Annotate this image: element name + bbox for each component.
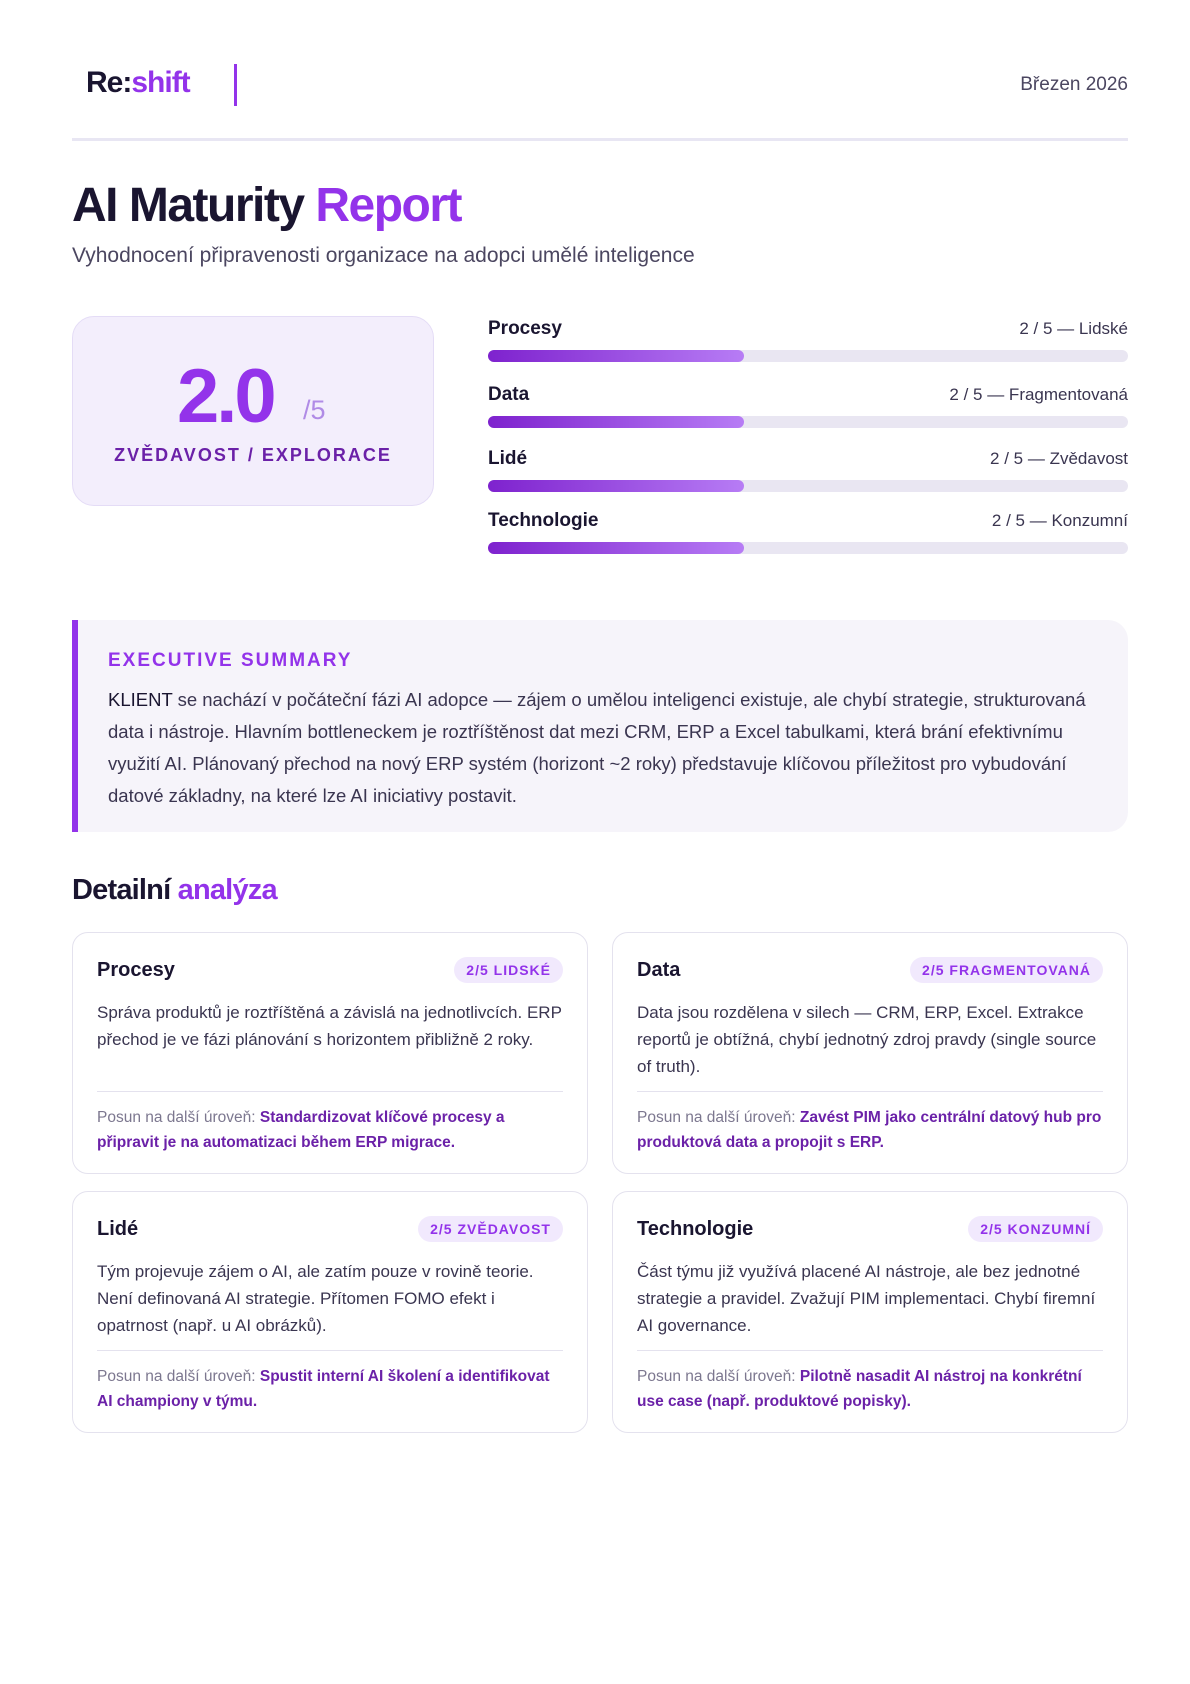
page-subtitle: Vyhodnocení připravenosti organizace na adopci umělé inteligence: [72, 244, 695, 267]
dimension-bar-fill: [488, 480, 744, 492]
overall-score-max: /5: [303, 395, 326, 425]
section-title-main: Detailní: [72, 874, 171, 906]
section-title-accent: analýza: [177, 874, 277, 906]
dimension-bar-track: [488, 350, 1128, 362]
card-divider: [97, 1350, 563, 1351]
logo-divider: [234, 64, 237, 106]
score-badge: 2/5 LIDSKÉ: [454, 957, 563, 983]
dimension-bar-track: [488, 542, 1128, 554]
analysis-card-lide: [72, 1191, 588, 1433]
dimension-row: [488, 510, 1128, 560]
dimension-bar-track: [488, 480, 1128, 492]
analysis-card-procesy: [72, 932, 588, 1174]
logo-main: Re:: [86, 66, 132, 99]
card-description: Data jsou rozdělena v silech — CRM, ERP, Excel. Extrakce reportů je obtížná, chybí jednotný zdroj pravdy (single source of truth).: [637, 1003, 1097, 1076]
next-step-action: Zavést PIM jako centrální datový hub pro produktová data a propojit s ERP.: [637, 1109, 1102, 1151]
dimension-value: 2 / 5 — Fragmentovaná: [949, 385, 1128, 404]
analysis-card-technologie: [612, 1191, 1128, 1433]
title-accent: Report: [315, 179, 462, 232]
summary-heading: EXECUTIVE SUMMARY: [108, 650, 353, 671]
card-title: Data: [637, 959, 681, 981]
dimension-value: 2 / 5 — Konzumní: [991, 511, 1128, 530]
report-header: [72, 60, 1128, 114]
next-step-label: Posun na další úroveň:: [637, 1109, 800, 1126]
card-title: Procesy: [97, 959, 175, 981]
next-step: [97, 1105, 563, 1155]
dimension-bars: [488, 318, 1128, 560]
next-step: [637, 1105, 1103, 1155]
dimension-bar-fill: [488, 350, 744, 362]
next-step: [97, 1364, 563, 1414]
logo-accent: shift: [131, 66, 190, 99]
next-step-action: Standardizovat klíčové procesy a připravit je na automatizaci během ERP migrace.: [97, 1109, 505, 1151]
analysis-card-data: [612, 932, 1128, 1174]
dimension-value: 2 / 5 — Lidské: [1019, 319, 1128, 338]
dimension-row: [488, 448, 1128, 510]
next-step-action: Spustit interní AI školení a identifikovat AI championy v týmu.: [97, 1368, 550, 1410]
score-badge: 2/5 FRAGMENTOVANÁ: [910, 957, 1103, 983]
dimension-bar-track: [488, 416, 1128, 428]
summary-text: [108, 684, 1088, 812]
dimension-value: 2 / 5 — Zvědavost: [990, 449, 1128, 468]
dimension-name: Data: [488, 384, 530, 405]
overall-score-label: ZVĚDAVOST / EXPLORACE: [114, 445, 392, 465]
card-title: Technologie: [637, 1218, 754, 1240]
next-step-label: Posun na další úroveň:: [97, 1368, 260, 1385]
brand-logo: [86, 66, 190, 100]
dimension-row: [488, 318, 1128, 384]
card-title: Lidé: [97, 1218, 139, 1240]
card-description: Správa produktů je roztříštěná a závislá na jednotlivcích. ERP přechod je ve fázi plánování s horizontem přibližně 2 roky.: [97, 1003, 562, 1049]
dimension-name: Lidé: [488, 448, 528, 469]
dimension-name: Technologie: [488, 510, 599, 531]
card-divider: [637, 1091, 1103, 1092]
card-description: Část týmu již využívá placené AI nástroje, ale bez jednotné strategie a pravidel. Zvažují PIM implementaci. Chybí firemní AI governance.: [637, 1262, 1096, 1335]
overall-score-value: 2.0: [177, 354, 274, 439]
report-date: Březen 2026: [1020, 74, 1128, 95]
executive-summary: [72, 620, 1128, 832]
page-title: [72, 178, 461, 233]
score-badge: 2/5 KONZUMNÍ: [968, 1216, 1103, 1242]
overall-score-card: [72, 316, 434, 506]
next-step-label: Posun na další úroveň:: [97, 1109, 260, 1126]
next-step: [637, 1364, 1103, 1414]
card-description: Tým projevuje zájem o AI, ale zatím pouze v rovině teorie. Není definovaná AI strategie. Přítomen FOMO efekt i opatrnost (např. u AI obrázků).: [97, 1262, 534, 1335]
next-step-action: Pilotně nasadit AI nástroj na konkrétní use case (např. produktové popisky).: [637, 1368, 1082, 1410]
dimension-bar-fill: [488, 416, 744, 428]
dimension-name: Procesy: [488, 318, 562, 339]
dimension-row: [488, 384, 1128, 448]
summary-client: KLIENT: [108, 689, 173, 710]
title-main: AI Maturity: [72, 179, 304, 232]
header-divider: [72, 138, 1128, 141]
dimension-bar-fill: [488, 542, 744, 554]
card-divider: [637, 1350, 1103, 1351]
section-title: [72, 874, 277, 907]
card-divider: [97, 1091, 563, 1092]
next-step-label: Posun na další úroveň:: [637, 1368, 800, 1385]
score-badge: 2/5 ZVĚDAVOST: [418, 1216, 563, 1242]
summary-body: se nachází v počáteční fázi AI adopce — zájem o umělou inteligenci existuje, ale chybí strategie, strukturovaná data i nástroje. Hlavním bottleneckem je roztříštěnost dat mezi CRM, ERP a Excel tabulkami, která brání efektivnímu využití AI. Plánovaný přechod na nový ERP systém (horizont ~2 roky) představuje klíčovou příležitost pro vybudování datové základny, na které lze AI iniciativy postavit.: [108, 689, 1086, 806]
